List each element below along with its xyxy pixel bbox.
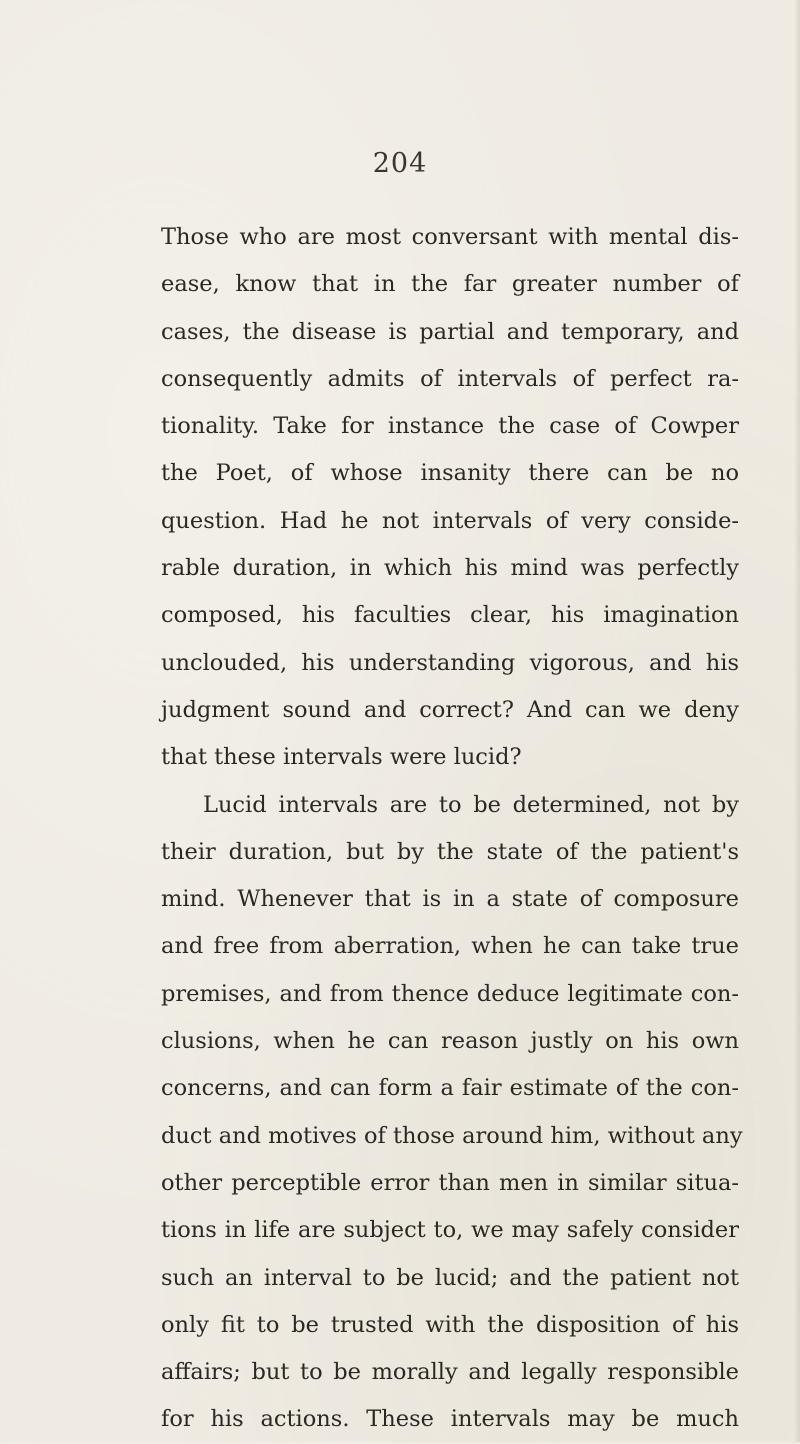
text-line: cases, the disease is partial and temporary, and [161,318,739,345]
page-number: 204 [372,148,428,179]
text-line: consequently admits of intervals of perfect ra- [161,365,739,392]
text-line: Those who are most conversant with mental dis- [161,224,739,250]
text-line: judgment sound and correct? And can we deny [161,696,739,723]
text-line: and free from aberration, when he can take true [161,933,739,960]
text-line: only fit to be trusted with the disposition of his [161,1311,739,1338]
text-line: rable duration, in which his mind was perfectly [161,555,739,582]
text-line: affairs; but to be morally and legally responsible [161,1359,739,1386]
text-line: that these intervals were lucid? [161,744,522,771]
text-line: other perceptible error than men in similar situa- [161,1169,739,1196]
text-line: composed, his faculties clear, his imagination [161,602,739,629]
text-line: ease, know that in the far greater number of [161,271,739,298]
text-line: such an interval to be lucid; and the patient not [161,1264,739,1291]
text-line: clusions, when he can reason justly on his own [161,1028,739,1055]
text-line: tions in life are subject to, we may safely consider [161,1217,739,1244]
text-line: their duration, but by the state of the patient's [161,838,739,865]
text-line: concerns, and can form a fair estimate of the con- [161,1075,739,1102]
text-line: tionality. Take for instance the case of Cowper [161,413,739,440]
text-line: the Poet, of whose insanity there can be no [161,460,739,487]
text-line: premises, and from thence deduce legitimate con- [161,980,739,1007]
text-line: for his actions. These intervals may be much [161,1406,739,1433]
paragraph-first-line: Lucid intervals are to be determined, not by [203,791,739,818]
text-line: question. Had he not intervals of very conside- [161,507,739,534]
text-line: unclouded, his understanding vigorous, and his [161,649,739,676]
body-text [161,214,743,1444]
text-line: mind. Whenever that is in a state of composure [161,886,739,913]
text-line: duct and motives of those around him, without any [161,1122,743,1149]
page-edge-shadow [794,0,800,1442]
